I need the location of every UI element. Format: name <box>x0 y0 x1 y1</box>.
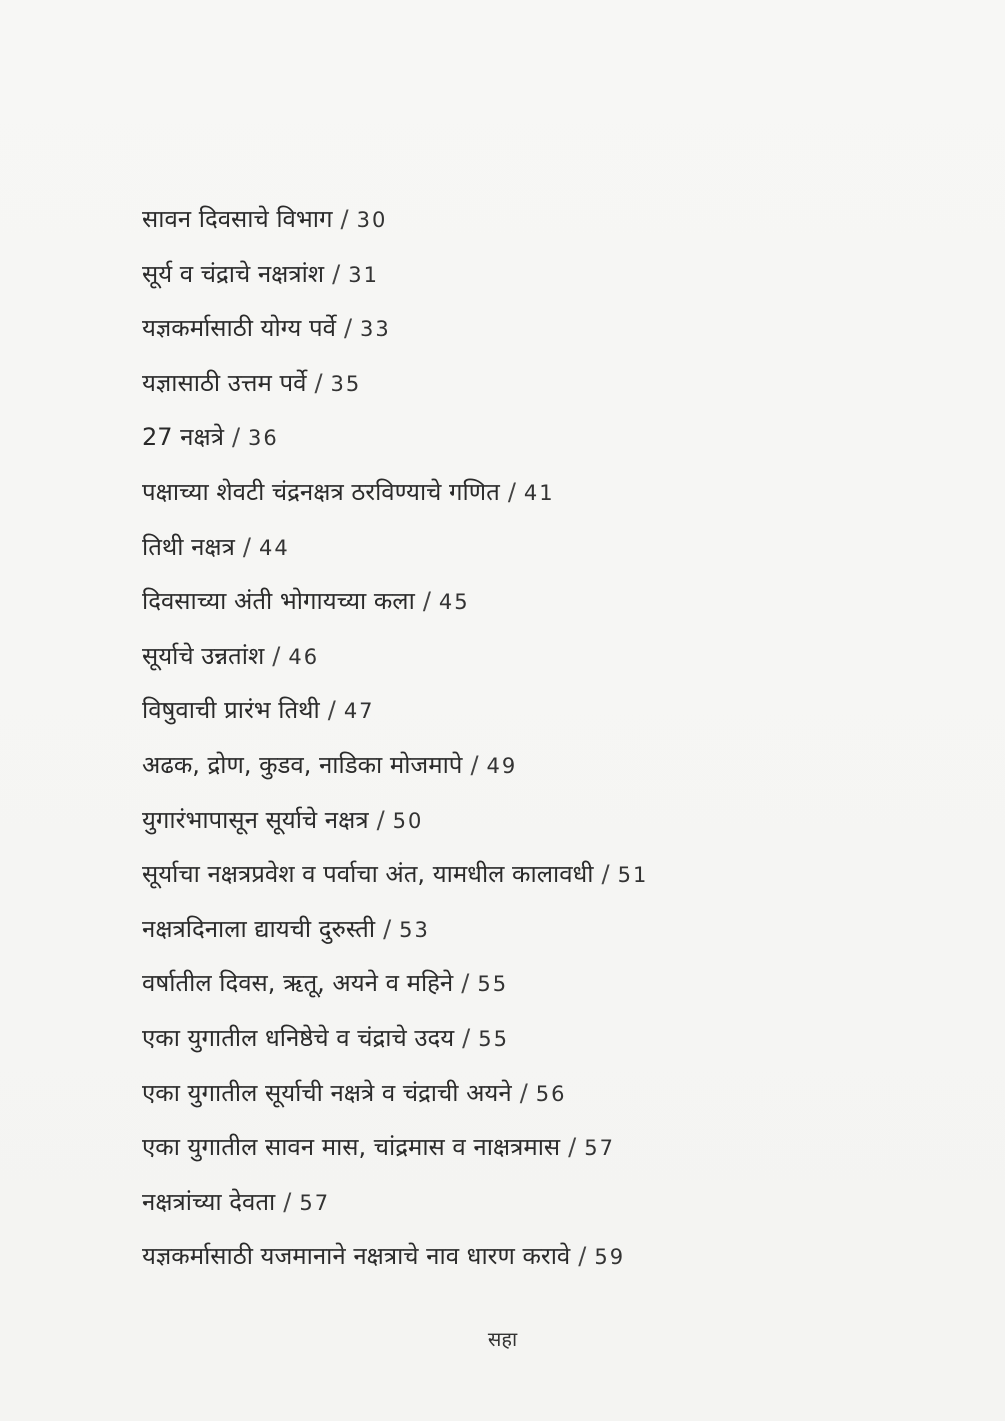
entry-title: सूर्य व चंद्राचे नक्षत्रांश <box>142 259 325 288</box>
entry-page-number: 31 <box>348 262 379 287</box>
toc-entry <box>142 1011 962 1066</box>
toc-entry <box>142 1066 962 1121</box>
toc-entry <box>142 1120 962 1175</box>
entry-page-number: 41 <box>523 480 555 505</box>
entry-title: नक्षत्रदिनाला द्यायची दुरुस्ती <box>142 914 376 943</box>
entry-separator: / <box>327 696 336 725</box>
entry-title: सूर्याचे उन्नतांश <box>142 641 265 670</box>
entry-separator: / <box>383 914 392 943</box>
entry-separator: / <box>601 860 610 889</box>
entry-title: यज्ञकर्मासाठी यजमानाने नक्षत्राचे नाव धारण करावे <box>142 1242 571 1271</box>
toc-entry <box>142 520 962 575</box>
entry-title: अढक, द्रोण, कुडव, नाडिका मोजमापे <box>142 750 463 779</box>
toc-entry <box>142 629 962 684</box>
entry-separator: / <box>578 1242 587 1271</box>
entry-page-number: 51 <box>617 863 649 888</box>
entry-title: सावन दिवसाचे विभाग <box>142 205 333 233</box>
page-number-label: सहा <box>487 1327 518 1351</box>
entry-separator: / <box>332 259 341 288</box>
entry-title: युगारंभापासून सूर्याचे नक्षत्र <box>142 805 369 834</box>
toc-entry <box>142 902 962 957</box>
entry-title: विषुवाची प्रारंभ तिथी <box>142 696 320 725</box>
entry-page-number: 47 <box>343 699 375 724</box>
entry-page-number: 55 <box>478 1026 509 1051</box>
entry-page-number: 57 <box>299 1190 331 1215</box>
entry-separator: / <box>231 423 241 452</box>
entry-page-number: 30 <box>356 208 388 232</box>
entry-separator: / <box>314 368 323 397</box>
entry-separator: / <box>461 969 470 998</box>
entry-separator: / <box>340 205 349 233</box>
entry-page-number: 53 <box>399 917 430 942</box>
toc-entry <box>142 410 962 465</box>
toc-entry <box>142 301 962 356</box>
table-of-contents <box>142 192 962 1284</box>
toc-entry <box>142 847 962 902</box>
entry-title: दिवसाच्या अंती भोगायच्या कला <box>142 587 415 616</box>
entry-page-number: 46 <box>288 644 320 669</box>
entry-page-number: 45 <box>438 590 470 615</box>
entry-title: एका युगातील सावन मास, चांद्रमास व नाक्षत्रमास <box>142 1133 561 1162</box>
toc-entry <box>142 738 962 793</box>
toc-entry <box>142 465 962 520</box>
toc-entry <box>142 793 962 848</box>
entry-title: यज्ञासाठी उत्तम पर्वे <box>142 368 307 397</box>
entry-title: यज्ञकर्मासाठी योग्य पर्वे <box>142 314 336 343</box>
toc-entry <box>142 192 962 247</box>
entry-separator: / <box>343 314 353 343</box>
entry-separator: / <box>568 1133 577 1162</box>
entry-separator: / <box>507 477 516 506</box>
entry-title: 27 नक्षत्रे <box>142 423 224 452</box>
entry-separator: / <box>376 805 385 834</box>
entry-separator: / <box>283 1187 292 1216</box>
entry-title: नक्षत्रांच्या देवता <box>142 1187 276 1216</box>
toc-entry <box>142 574 962 629</box>
entry-page-number: 36 <box>248 426 279 451</box>
toc-entry <box>142 683 962 738</box>
toc-entry <box>142 356 962 411</box>
entry-title: वर्षातील दिवस, ऋतू, अयने व महिने <box>142 969 454 998</box>
toc-entry <box>142 1175 962 1230</box>
entry-page-number: 44 <box>258 535 290 560</box>
toc-entry <box>142 956 962 1011</box>
entry-title: सूर्याचा नक्षत्रप्रवेश व पर्वाचा अंत, यामधील कालावधी <box>142 860 594 889</box>
entry-separator: / <box>462 1023 471 1052</box>
toc-entry <box>142 1229 962 1284</box>
entry-separator: / <box>470 750 479 779</box>
entry-title: एका युगातील धनिष्ठेचे व चंद्राचे उदय <box>142 1023 455 1052</box>
entry-page-number: 56 <box>535 1081 567 1106</box>
toc-entry <box>142 247 962 302</box>
entry-page-number: 50 <box>392 808 424 833</box>
entry-page-number: 59 <box>594 1245 626 1270</box>
entry-separator: / <box>519 1078 528 1107</box>
entry-separator: / <box>272 641 281 670</box>
entry-page-number: 57 <box>584 1136 615 1161</box>
entry-title: एका युगातील सूर्याची नक्षत्रे व चंद्राची अयने <box>142 1078 512 1107</box>
entry-page-number: 33 <box>360 317 391 342</box>
entry-page-number: 49 <box>486 753 518 778</box>
entry-title: पक्षाच्या शेवटी चंद्रनक्षत्र ठरविण्याचे गणित <box>142 477 500 506</box>
entry-title: तिथी नक्षत्र <box>142 532 235 561</box>
entry-page-number: 35 <box>330 371 362 396</box>
entry-separator: / <box>422 587 431 616</box>
entry-page-number: 55 <box>477 972 509 997</box>
entry-separator: / <box>242 532 251 561</box>
